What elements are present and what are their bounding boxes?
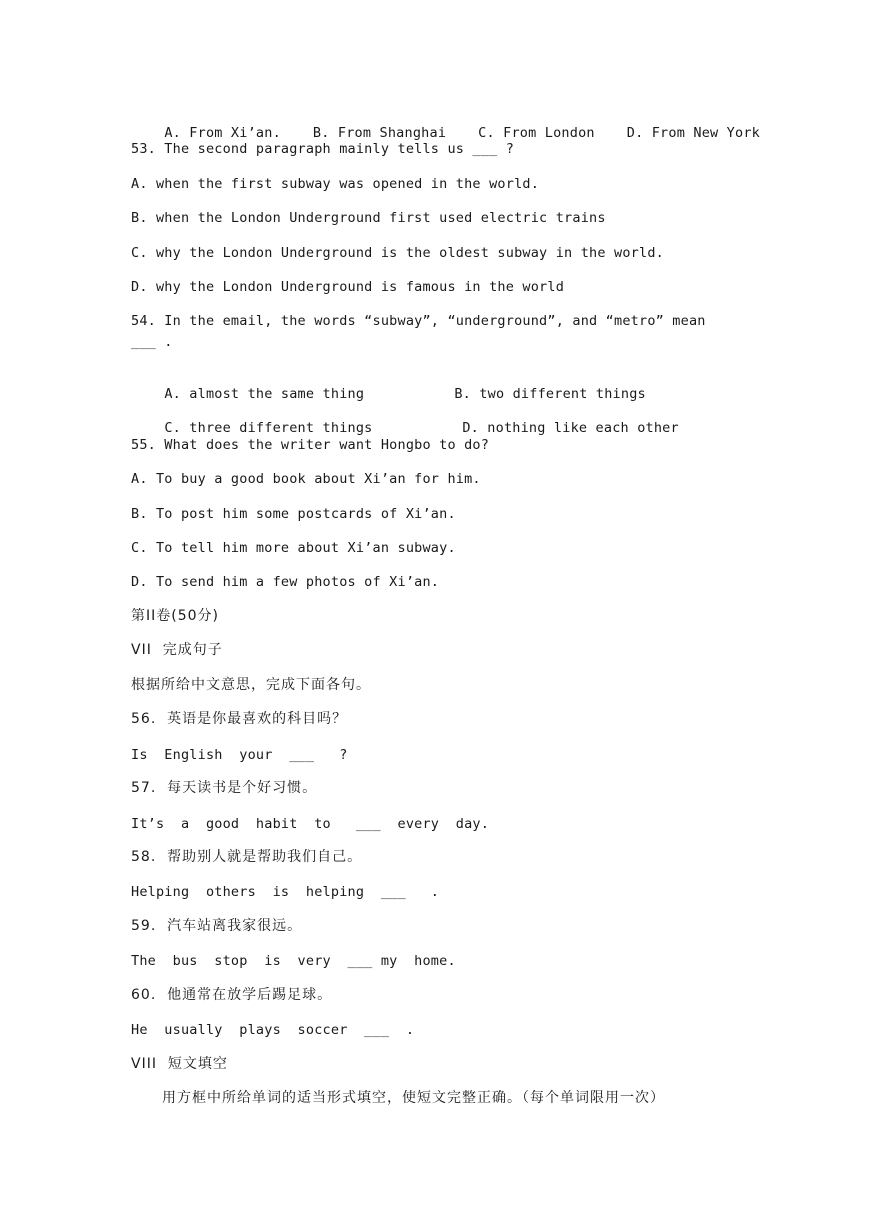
q55-option-b: B. To post him some postcards of Xi’an. (131, 506, 456, 522)
section7-instruction: 根据所给中文意思，完成下面各句。 (131, 677, 371, 693)
q52-option-d: D. From New York (626, 125, 760, 141)
q54-option-a: A. almost the same thing (164, 386, 365, 402)
section7-heading: VII 完成句子 (131, 642, 223, 658)
q59-chinese: 59. 汽车站离我家很远。 (131, 918, 303, 934)
q57-english: It’s a good habit to ___ every day. (131, 816, 490, 832)
q53-option-a: A. when the first subway was opened in the world. (131, 176, 540, 192)
q54-stem-continuation: ___ . (131, 334, 173, 350)
q53-option-d: D. why the London Underground is famous in the world (131, 279, 565, 295)
section8-heading: VIII 短文填空 (131, 1056, 228, 1072)
q55-stem: 55. What does the writer want Hongbo to do? (131, 437, 490, 453)
section8-instruction: 用方框中所给单词的适当形式填空，使短文完整正确。（每个单词限用一次） (162, 1090, 665, 1106)
q52-option-a: A. From Xi’an. (164, 125, 281, 141)
part2-heading: 第II卷(50分) (131, 608, 219, 624)
q58-english: Helping others is helping ___ . (131, 884, 440, 900)
q54-option-c: C. three different things (164, 420, 373, 436)
q54-option-d: D. nothing like each other (462, 420, 679, 436)
q59-english: The bus stop is very ___ my home. (131, 953, 456, 969)
q60-english: He usually plays soccer ___ . (131, 1022, 415, 1038)
q57-chinese: 57. 每天读书是个好习惯。 (131, 780, 318, 796)
q52-option-c: C. From London (478, 125, 595, 141)
q56-english: Is English your ___ ? (131, 747, 348, 763)
q53-stem: 53. The second paragraph mainly tells us ___ ? (131, 141, 515, 157)
q58-chinese: 58. 帮助别人就是帮助我们自己。 (131, 849, 363, 865)
q53-option-b: B. when the London Underground first used electric trains (131, 210, 606, 226)
q60-chinese: 60. 他通常在放学后踢足球。 (131, 987, 333, 1003)
q54-option-b: B. two different things (454, 386, 646, 402)
q53-option-c: C. why the London Underground is the oldest subway in the world. (131, 245, 664, 261)
q54-stem: 54. In the email, the words “subway”, “underground”, and “metro” mean (131, 313, 706, 329)
q55-option-a: A. To buy a good book about Xi’an for him. (131, 471, 481, 487)
q55-option-c: C. To tell him more about Xi’an subway. (131, 540, 456, 556)
q55-option-d: D. To send him a few photos of Xi’an. (131, 574, 440, 590)
q52-option-b: B. From Shanghai (312, 125, 447, 141)
q56-chinese: 56. 英语是你最喜欢的科目吗？ (131, 711, 348, 727)
